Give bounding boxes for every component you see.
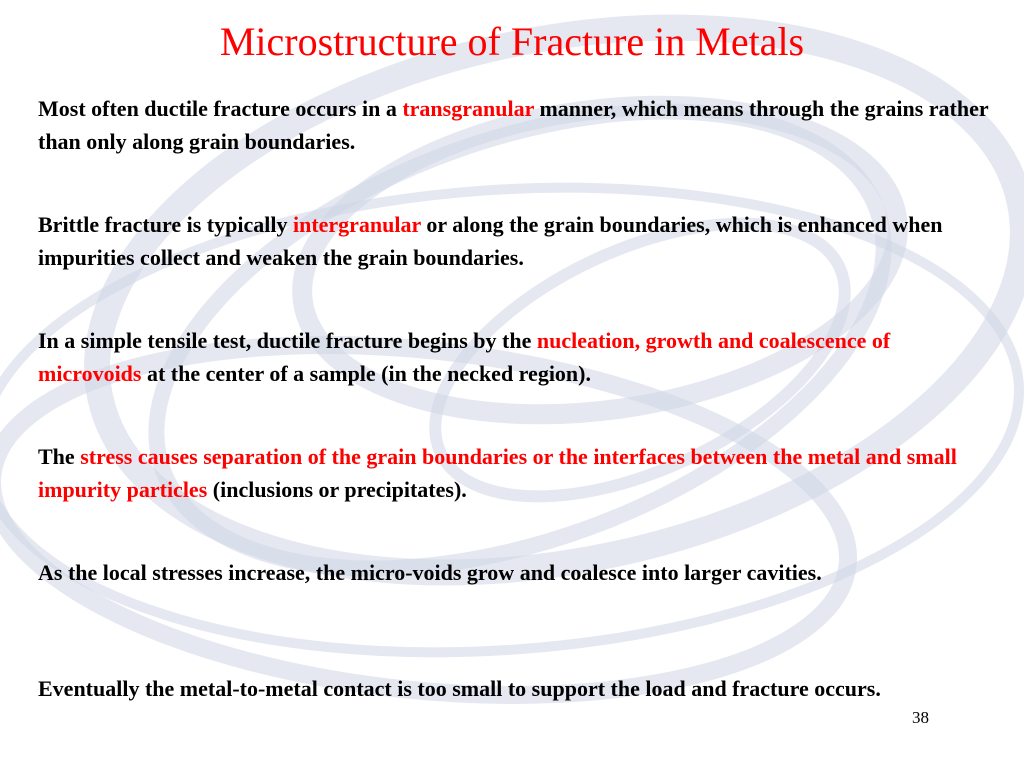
paragraph-text: Most often ductile fracture occurs in a xyxy=(38,96,403,121)
paragraph-fracture-occurs xyxy=(38,672,998,705)
slide-title: Microstructure of Fracture in Metals xyxy=(219,19,805,64)
paragraph-text: As the local stresses increase, the micro-voids grow and coalesce into larger cavities. xyxy=(38,560,822,585)
paragraph-transgranular xyxy=(38,92,998,158)
paragraph-text: (inclusions or precipitates). xyxy=(207,477,467,502)
highlight-term: transgranular xyxy=(402,96,534,121)
page-number: 38 xyxy=(912,708,929,727)
paragraph-text: manner, which means through the grains rather than only along grain boundaries. xyxy=(38,96,989,154)
paragraph-text: or along the grain boundaries, which is enhanced when impurities collect and weaken the grain boundaries. xyxy=(38,212,943,270)
paragraph-stress-separation xyxy=(38,440,998,506)
paragraph-text: Eventually the metal-to-metal contact is too small to support the load and fracture occurs. xyxy=(38,676,881,701)
paragraph-local-stresses xyxy=(38,556,998,589)
highlight-term: stress causes separation of the grain boundaries or the interfaces between the metal and small impurity particles xyxy=(38,444,957,502)
paragraph-intergranular xyxy=(38,208,998,274)
paragraph-text: The xyxy=(38,444,81,469)
highlight-term: nucleation, growth and coalescence of microvoids xyxy=(38,328,891,386)
paragraph-text: Brittle fracture is typically xyxy=(38,212,293,237)
highlight-term: intergranular xyxy=(292,212,421,237)
paragraph-tensile-test xyxy=(38,324,998,390)
paragraph-text: at the center of a sample (in the necked region). xyxy=(141,361,591,386)
paragraph-text: In a simple tensile test, ductile fracture begins by the xyxy=(38,328,537,353)
